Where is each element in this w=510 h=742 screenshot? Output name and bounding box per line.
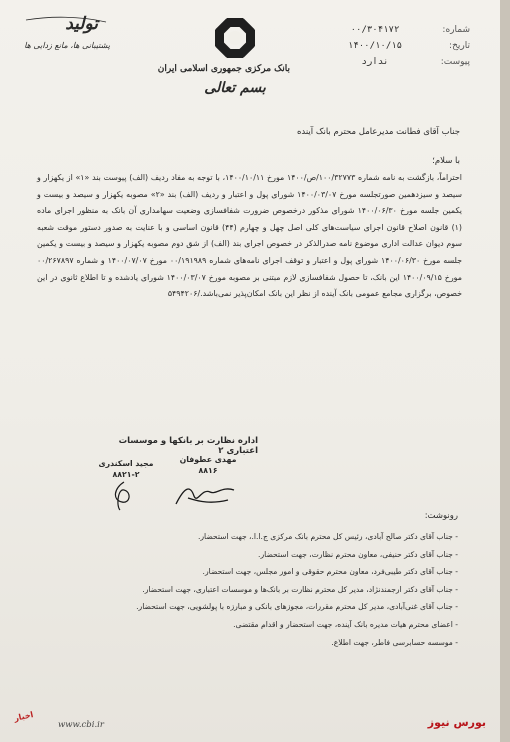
meta-attachment-label: پیوست: [440, 57, 470, 67]
bank-emblem-icon [200, 14, 270, 64]
cc-list [38, 528, 458, 651]
signatory-1-name: مهدی عطوفان [179, 455, 237, 464]
meta-date-value: ۱۴۰۰/۱۰/۱۵ [347, 41, 403, 51]
signature-2-scribble [104, 478, 144, 512]
cc-item: - جناب آقای دکتر طیبی‌فرد، معاون محترم حقوقی و امور مجلس، جهت استحضار. [38, 563, 458, 581]
signatory-2 [86, 458, 166, 480]
letter-body: احتراماً، بازگشت به نامه شماره ۱۰۰/۳۲۷۷۳/ص/۱۴۰۰ مورخ ۱۴۰۰/۱۰/۱۱، با توجه به مفاد ردیف (الف) پیوست بند «۱» از یکهزار و سیصد و سیزدهمین صورتجلسه مورخ ۱۴۰۰/۰۳/۰۷ شورای پول و اعتبار و ردیف (الف) بند «۲» مصوبه یکهزار و سیصد و بیست و یکمین جلسه مورخ ۱۴۰۰/۰۶/۳۰ شورای مذکور درخصوص ضرورت شفافسازی وضعیت سهامداری آن بانک به منظور اجرای ماده (۱) قانون اصلاح قانون اجرای سیاست‌های کلی اصل چهل و چهارم (۴۴) قانون اساسی و با عنایت به صدور دستور موقت شعبه سوم دیوان عدالت اداری موضوع نامه صدرالذکر در خصوص اجرای بند (الف) از شق دوم مصوبه یکهزار و سیصد و بیست و یکمین جلسه مورخ ۱۴۰۰/۰۶/۳۰ شورای پول و اعتبار و توقف اجرای نامه‌های شماره ۰۰/۱۹۱۹۸۹ مورخ ۱۴۰۰/۰۷/۰۷ و شماره ۰۰/۲۶۷۸۹۷ مورخ ۱۴۰۰/۰۹/۱۵ این بانک، تا حصول شفافسازی لازم مبتنی بر مصوبه مورخ ۱۴۰۰/۰۳/۰۷ شورای یادشده و تا اطلاع ثانوی در این خصوص، برگزاری مجامع عمومی بانک آینده از نظر این بانک امکان‌پذیر نمی‌باشد./۵۴۹۴۲۰۶ [37, 173, 463, 299]
cc-item: - موسسه حسابرسی فاطر، جهت اطلاع. [38, 634, 458, 652]
meta-date [320, 38, 470, 54]
slogan-subtitle: پشتیبانی ها، مانع زدایی ها [24, 41, 110, 50]
meta-attachment [320, 54, 470, 70]
meta-date-label: تاریخ: [449, 41, 470, 51]
meta-number-value: ۰۰/۳۰۴۱۷۲ [350, 25, 400, 35]
letter-addressee: جناب آقای فطانت مدیرعامل محترم بانک آینده [296, 127, 460, 137]
signature-1-scribble [170, 478, 240, 512]
signatory-1-code: ۸۸۱۶ [198, 466, 218, 475]
bank-name: بانک مرکزی جمهوری اسلامی ایران [157, 64, 290, 74]
letter-meta [320, 22, 470, 70]
cc-item: - جناب آقای دکتر حنیفی، معاون محترم نظارت، جهت استحضار. [38, 546, 458, 564]
slogan-title: تولید [65, 14, 98, 34]
signatory-2-name: مجید اسکندری [98, 459, 154, 468]
footer-website: www.cbi.ir [58, 720, 104, 730]
letter-greeting: با سلام؛ [432, 156, 460, 166]
meta-attachment-value: ندارد [361, 57, 389, 67]
signature-department: اداره نظارت بر بانکها و موسسات اعتباری ۲ [118, 436, 258, 456]
watermark-left-logo: اخبار [13, 710, 35, 723]
background-edge [500, 0, 510, 742]
cc-title: رونوشت: [424, 511, 458, 521]
watermark-bourse-news: بورس نیوز [427, 716, 486, 729]
cc-item: - جناب آقای دکتر صالح آبادی، رئیس کل محترم بانک مرکزی ج.ا.ا.، جهت استحضار. [38, 528, 458, 546]
bank-signature-mark: بسم تعالی [204, 80, 266, 96]
signatory-1 [168, 454, 248, 476]
meta-number-label: شماره: [442, 25, 470, 35]
cc-item: - اعضای محترم هیات مدیره بانک آینده، جهت استحضار و اقدام مقتضی. [38, 616, 458, 634]
meta-number [320, 22, 470, 38]
cc-item: - جناب آقای غنی‌آبادی، مدیر کل محترم مقررات، مجوزهای بانکی و مبارزه با پولشویی، جهت استحضار. [38, 598, 458, 616]
cc-item: - جناب آقای دکتر ارجمندنژاد، مدیر کل محترم نظارت بر بانک‌ها و موسسات اعتباری، جهت استحضار. [38, 581, 458, 599]
signatory-2-code: ۸۸۲۱-۲ [112, 470, 140, 479]
